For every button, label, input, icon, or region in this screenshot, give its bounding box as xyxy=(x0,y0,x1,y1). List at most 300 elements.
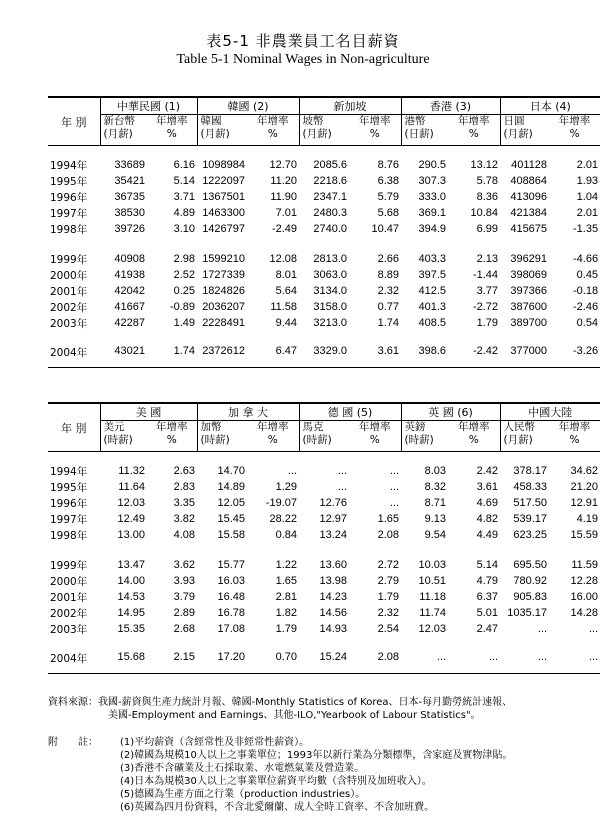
table-cell: 15.68 xyxy=(100,651,147,674)
table-cell: 0.54 xyxy=(576,317,599,329)
row-year: 1999年 xyxy=(50,253,88,266)
table-cell: 1367501 xyxy=(202,191,246,203)
table-cell: 15.35 xyxy=(117,623,145,635)
table-cell: 17.08 xyxy=(217,623,245,635)
table-cell: 2.42 xyxy=(476,465,499,477)
table-cell: 12.03 xyxy=(418,623,447,635)
column-header-line-2: (月薪) xyxy=(200,128,230,140)
table-cell: 12.05 xyxy=(217,497,245,509)
column-header-line-1: 年增率 xyxy=(359,115,391,127)
table-cell: 403.3 xyxy=(418,253,447,265)
table-cell: 290.5 xyxy=(418,159,447,171)
column-header xyxy=(349,115,401,146)
table-cell: 1.79 xyxy=(275,623,297,635)
table-cell: ... xyxy=(448,651,500,674)
row-year: 2002年 xyxy=(50,607,88,620)
table-cell: 2218.6 xyxy=(313,175,348,187)
table-cell: 5.64 xyxy=(275,285,298,297)
column-header xyxy=(247,115,299,146)
table-cell: 401.3 xyxy=(418,301,447,313)
table-cell: 1.79 xyxy=(476,317,499,329)
column-header-line-1: 年增率 xyxy=(458,421,490,433)
table-cell: 2.68 xyxy=(173,623,195,635)
table-cell: 1098984 xyxy=(202,159,246,171)
group-header-germany: 德 國 (5) xyxy=(299,403,401,421)
table-cell: 2.32 xyxy=(377,607,400,619)
table-cell: 1.22 xyxy=(275,559,297,571)
table-cell: 13.60 xyxy=(319,559,347,571)
row-year: 2000年 xyxy=(50,269,88,282)
table-cell: ... xyxy=(401,651,448,674)
note-item: (3)香港不含礦業及土石採取業、水電燃氣業及營造業。 xyxy=(120,763,365,774)
table-cell: 4.89 xyxy=(173,207,196,219)
table-cell: 5.68 xyxy=(377,207,400,219)
table-cell: 2.79 xyxy=(377,575,400,587)
table-cell: 8.89 xyxy=(377,269,400,281)
table-cell: 2.01 xyxy=(576,159,599,171)
group-header-singapore: 新加坡 xyxy=(299,97,401,115)
table-row xyxy=(48,621,600,637)
table-row xyxy=(48,463,600,479)
table-cell: 458.33 xyxy=(513,481,548,493)
table-cell: 0.70 xyxy=(247,651,299,674)
row-year: 2003年 xyxy=(50,623,88,636)
table-cell: 2813.0 xyxy=(313,253,348,265)
table-cell: 12.76 xyxy=(319,497,347,509)
row-year: 1996年 xyxy=(50,191,88,204)
table-cell: 398069 xyxy=(510,269,548,281)
table-cell: 397366 xyxy=(510,285,548,297)
table-cell: 2.13 xyxy=(476,253,499,265)
table-cell: 12.91 xyxy=(570,497,599,509)
table-row xyxy=(48,495,600,511)
column-header-line-1: 英鎊 xyxy=(404,421,426,433)
table-cell: 4.82 xyxy=(476,513,499,525)
table-cell: 8.36 xyxy=(476,191,499,203)
row-year: 2001年 xyxy=(50,285,88,298)
table-row xyxy=(48,251,600,267)
table-cell: 8.03 xyxy=(424,465,447,477)
column-header-line-2: (月薪) xyxy=(503,128,533,140)
row-header-label: 年 別 xyxy=(48,403,100,452)
table-cell: 3213.0 xyxy=(313,317,348,329)
table-cell: 378.17 xyxy=(513,465,548,477)
row-year: 2003年 xyxy=(50,317,88,330)
row-year: 2004年 xyxy=(48,345,100,368)
table-cell: 9.44 xyxy=(275,317,298,329)
table-cell: 1.29 xyxy=(275,481,297,493)
table-cell: 11.32 xyxy=(118,465,145,477)
column-header-line-1: 加幣 xyxy=(200,421,222,433)
table-cell: 14.56 xyxy=(319,607,347,619)
table-cell: 2347.1 xyxy=(313,191,348,203)
table-cell: -2.49 xyxy=(271,223,298,235)
row-year: 1995年 xyxy=(50,481,88,494)
column-header xyxy=(100,115,147,146)
column-header-line-1: 年增率 xyxy=(558,115,591,127)
table-cell: 2.52 xyxy=(173,269,196,281)
table-cell: 3.93 xyxy=(173,575,195,587)
table-cell: 12.97 xyxy=(319,513,347,525)
table-row xyxy=(48,345,600,368)
table-cell: 4.19 xyxy=(576,513,599,525)
table-cell: 11.74 xyxy=(419,607,447,619)
table-cell: -2.42 xyxy=(448,345,500,368)
table-cell: 4.69 xyxy=(476,497,499,509)
column-header-line-1: 美元 xyxy=(103,421,125,433)
column-header-line-2: % xyxy=(369,434,380,446)
table-cell: 14.89 xyxy=(217,481,245,493)
table-cell: 1.93 xyxy=(576,175,599,187)
table-cell: 6.99 xyxy=(476,223,499,235)
notes-list xyxy=(120,736,604,814)
table-cell: 13.98 xyxy=(319,575,347,587)
row-year: 1997年 xyxy=(50,513,88,526)
column-header-line-2: (時薪) xyxy=(103,434,133,446)
table-cell: 6.16 xyxy=(173,159,196,171)
column-header-line-2: (月薪) xyxy=(103,128,133,140)
table-cell: 1.82 xyxy=(275,607,297,619)
table-cell: 41938 xyxy=(114,269,145,281)
column-header-line-2: % xyxy=(468,434,479,446)
table-cell: 10.51 xyxy=(418,575,447,587)
table-cell: 1.79 xyxy=(377,591,400,603)
table-cell: 1426797 xyxy=(202,223,246,235)
column-header-line-2: (時薪) xyxy=(404,434,434,446)
table-cell: 14.00 xyxy=(117,575,145,587)
table-cell: 3134.0 xyxy=(313,285,348,297)
column-header-line-1: 日圓 xyxy=(503,115,525,127)
table-cell: 0.45 xyxy=(576,269,599,281)
table-cell: 396291 xyxy=(510,253,548,265)
column-header-line-1: 韓國 xyxy=(200,115,222,127)
column-header-line-2: % xyxy=(166,128,177,140)
row-year: 1996年 xyxy=(50,497,88,510)
table-cell: 2.01 xyxy=(576,207,599,219)
table-cell: 13.12 xyxy=(470,159,499,171)
table-cell: 35421 xyxy=(114,175,145,187)
column-header-line-2: % xyxy=(369,128,380,140)
column-header-line-1: 年增率 xyxy=(558,421,591,433)
table-cell: 9.13 xyxy=(424,513,447,525)
note-item: (5)德國為生產方面之行業（production industries）。 xyxy=(120,789,366,800)
column-header-line-2: % xyxy=(569,128,580,140)
column-header-line-1: 新台幣 xyxy=(103,115,135,127)
column-header xyxy=(500,421,549,452)
column-header xyxy=(349,421,401,452)
table-cell: ... xyxy=(588,623,599,635)
table-cell: 16.03 xyxy=(217,575,245,587)
table-cell: 408.5 xyxy=(418,317,447,329)
table-row xyxy=(48,189,600,205)
table-cell: 0.77 xyxy=(377,301,400,313)
table-cell: 3.10 xyxy=(173,223,196,235)
table-cell: 1.74 xyxy=(147,345,197,368)
column-header xyxy=(299,115,349,146)
table-cell: 11.90 xyxy=(270,191,298,203)
table-cell: 1.04 xyxy=(576,191,599,203)
table-cell: 4.08 xyxy=(173,529,195,541)
row-year: 2001年 xyxy=(50,591,88,604)
table-cell: 16.78 xyxy=(217,607,245,619)
table-cell: 43021 xyxy=(100,345,147,368)
table-cell: 780.92 xyxy=(513,575,548,587)
table-cell: 39726 xyxy=(114,223,145,235)
column-header xyxy=(401,421,448,452)
row-year: 1997年 xyxy=(50,207,88,220)
table-cell: 408864 xyxy=(510,175,548,187)
column-header-line-1: 港幣 xyxy=(404,115,426,127)
column-header-line-2: % xyxy=(468,128,479,140)
table-cell: 16.00 xyxy=(570,591,599,603)
row-year: 1998年 xyxy=(50,223,88,236)
table-row xyxy=(48,205,600,221)
table-cell: 36735 xyxy=(114,191,145,203)
table-cell: 8.71 xyxy=(424,497,447,509)
table-cell: 2.08 xyxy=(377,529,400,541)
table-cell: -2.46 xyxy=(572,301,599,313)
table-cell: 12.49 xyxy=(117,513,145,525)
table-cell: 11.58 xyxy=(270,301,298,313)
row-year: 1999年 xyxy=(50,559,88,572)
table-cell: 14.53 xyxy=(117,591,145,603)
table-row xyxy=(48,605,600,621)
table-cell: ... xyxy=(500,651,549,674)
table-cell: 3.77 xyxy=(476,285,499,297)
table-cell: 2740.0 xyxy=(313,223,348,235)
table-cell: 2036207 xyxy=(202,301,246,313)
table-cell: 2372612 xyxy=(197,345,247,368)
table-cell: 3329.0 xyxy=(299,345,349,368)
table-cell: -19.07 xyxy=(265,497,297,509)
group-header-uk: 英 國 (6) xyxy=(401,403,500,421)
table-cell: ... xyxy=(337,481,347,493)
table-cell: -1.44 xyxy=(472,269,499,281)
row-year: 1998年 xyxy=(50,529,88,542)
table-cell: 2480.3 xyxy=(313,207,348,219)
table-cell: 1824826 xyxy=(202,285,246,297)
table-row xyxy=(48,315,600,331)
row-year: 2004年 xyxy=(48,651,100,674)
table-cell: 389700 xyxy=(510,317,548,329)
table-cell: 415675 xyxy=(510,223,548,235)
table-cell: 401128 xyxy=(511,159,548,171)
table-cell: 2.08 xyxy=(349,651,401,674)
table-cell: 1599210 xyxy=(202,253,246,265)
table-cell: 14.70 xyxy=(217,465,245,477)
column-header-line-2: (時薪) xyxy=(200,434,230,446)
table-cell: 6.37 xyxy=(476,591,499,603)
row-year: 1995年 xyxy=(50,175,88,188)
table-row xyxy=(48,557,600,573)
table-cell: 6.38 xyxy=(377,175,400,187)
column-header-line-1: 年增率 xyxy=(257,421,289,433)
table-cell: 14.95 xyxy=(117,607,145,619)
column-header-line-1: 年增率 xyxy=(156,421,188,433)
table-cell: ... xyxy=(389,481,400,493)
table-cell: 3158.0 xyxy=(313,301,348,313)
table-cell: 4.49 xyxy=(476,529,499,541)
table-cell: -0.18 xyxy=(572,285,599,297)
table-cell: 13.00 xyxy=(117,529,145,541)
column-header xyxy=(549,115,600,146)
table-cell: 12.03 xyxy=(117,497,145,509)
table-row xyxy=(48,173,600,189)
table-cell: 33689 xyxy=(114,159,145,171)
table-cell: 5.78 xyxy=(476,175,499,187)
table-cell: 2.15 xyxy=(147,651,197,674)
column-header-line-1: 坡幣 xyxy=(302,115,324,127)
table-cell: 1.49 xyxy=(173,317,196,329)
column-header-line-1: 年增率 xyxy=(156,115,188,127)
source-label: 資料來源： xyxy=(48,697,98,708)
column-header-line-2: (月薪) xyxy=(503,434,533,446)
column-header-line-2: % xyxy=(267,434,278,446)
table-cell: 369.1 xyxy=(418,207,447,219)
table-cell: 1.65 xyxy=(377,513,400,525)
note-item: (1)平均薪資（含經常性及非經常性薪資）。 xyxy=(120,737,310,748)
column-header-line-1: 年增率 xyxy=(359,421,391,433)
table-cell: 623.25 xyxy=(513,529,548,541)
table-cell: 8.76 xyxy=(377,159,400,171)
group-header-taiwan: 中華民國 (1) xyxy=(100,97,197,115)
table-cell: 2.47 xyxy=(476,623,499,635)
table-cell: 0.25 xyxy=(173,285,196,297)
column-header xyxy=(500,115,549,146)
table-cell: 3.79 xyxy=(173,591,195,603)
table-row xyxy=(48,221,600,237)
group-header-korea: 韓國 (2) xyxy=(197,97,299,115)
table-row xyxy=(48,157,600,173)
row-year: 1994年 xyxy=(50,159,88,172)
column-header xyxy=(100,421,147,452)
column-header-line-2: % xyxy=(166,434,177,446)
column-header-line-1: 年增率 xyxy=(458,115,490,127)
table-cell: 2.89 xyxy=(173,607,195,619)
table-cell: 1727339 xyxy=(202,269,246,281)
table-cell: 9.54 xyxy=(424,529,447,541)
table-cell: 387600 xyxy=(510,301,548,313)
table-cell: -2.72 xyxy=(472,301,499,313)
column-header xyxy=(448,421,500,452)
column-header xyxy=(147,421,197,452)
table-cell: 4.79 xyxy=(476,575,499,587)
table-cell: 2.72 xyxy=(377,559,400,571)
table-cell: 34.62 xyxy=(570,465,599,477)
column-header xyxy=(549,421,600,452)
table-cell: -0.89 xyxy=(169,301,196,313)
table-cell: 7.01 xyxy=(275,207,298,219)
note-item: (4)日本為規模30人以上之事業單位薪資平均數（含特別及加班收入）。 xyxy=(120,776,432,787)
table-cell: 412.5 xyxy=(418,285,447,297)
table-cell: -1.35 xyxy=(572,223,599,235)
table-row xyxy=(48,283,600,299)
column-header-line-1: 年增率 xyxy=(257,115,289,127)
table-cell: 3.61 xyxy=(349,345,401,368)
column-header xyxy=(401,115,448,146)
table-cell: 15.24 xyxy=(299,651,349,674)
source-line-2: 美國-Employment and Earnings、其他-ILO,"Yearbook of Labour Statistics"。 xyxy=(108,710,481,721)
table-cell: 2.54 xyxy=(377,623,400,635)
table-cell: 42042 xyxy=(114,285,145,297)
table-cell: 17.20 xyxy=(197,651,247,674)
table-cell: 14.93 xyxy=(319,623,347,635)
table-cell: 6.47 xyxy=(247,345,299,368)
table-cell: 2.81 xyxy=(275,591,297,603)
column-header-line-1: 馬克 xyxy=(302,421,324,433)
table-cell: 539.17 xyxy=(513,513,548,525)
table-cell: 0.84 xyxy=(275,529,297,541)
table-row xyxy=(48,299,600,315)
table-cell: 16.48 xyxy=(217,591,245,603)
table-row xyxy=(48,479,600,495)
table-cell: 11.64 xyxy=(118,481,145,493)
table-cell: 10.03 xyxy=(418,559,447,571)
table-title-zh: 表5-1 非農業員工名目薪資 xyxy=(206,32,400,50)
column-header xyxy=(247,421,299,452)
table-row xyxy=(48,527,600,543)
column-header-line-2: (日薪) xyxy=(404,128,434,140)
table-cell: 40908 xyxy=(114,253,145,265)
row-year: 2002年 xyxy=(50,301,88,314)
table-cell: ... xyxy=(389,497,400,509)
table-cell: 307.3 xyxy=(418,175,447,187)
table-cell: 42287 xyxy=(114,317,145,329)
column-header-line-2: (時薪) xyxy=(302,434,332,446)
table-cell: 10.47 xyxy=(371,223,400,235)
table-row xyxy=(48,511,600,527)
column-header xyxy=(197,115,247,146)
column-header xyxy=(197,421,247,452)
table-row xyxy=(48,573,600,589)
table-cell: 333.0 xyxy=(418,191,447,203)
row-header-label: 年 別 xyxy=(48,97,100,146)
column-header-line-1: 人民幣 xyxy=(503,421,536,433)
table-cell: 41667 xyxy=(114,301,145,313)
group-header-china: 中國大陸 xyxy=(500,403,600,421)
table-cell: 1035.17 xyxy=(507,607,548,619)
table-cell: 5.01 xyxy=(476,607,499,619)
table-cell: 2.66 xyxy=(377,253,400,265)
table-cell: 394.9 xyxy=(418,223,447,235)
table-cell: 3.35 xyxy=(173,497,195,509)
table-cell: 28.22 xyxy=(269,513,297,525)
table-cell: 11.59 xyxy=(571,559,599,571)
column-header-line-2: (月薪) xyxy=(302,128,332,140)
column-header-line-2: % xyxy=(267,128,278,140)
source-line-1: 我國-薪資與生產力統計月報、韓國-Monthly Statistics of Korea、日本-每月勤勞統計速報、 xyxy=(98,697,513,708)
row-year: 2000年 xyxy=(50,575,88,588)
table-cell: 15.58 xyxy=(217,529,245,541)
table-cell: 2.32 xyxy=(377,285,400,297)
table-cell: 1.65 xyxy=(275,575,297,587)
source-block xyxy=(48,696,604,722)
table-cell: ... xyxy=(389,465,400,477)
note-item: (6)英國為四月份資料，不含北愛爾蘭、成人全時工資率、不含加班費。 xyxy=(120,802,435,813)
table-cell: 421384 xyxy=(510,207,548,219)
column-header xyxy=(448,115,500,146)
table-cell: 3.61 xyxy=(476,481,499,493)
table-cell: 38530 xyxy=(114,207,145,219)
table-cell: 517.50 xyxy=(513,497,548,509)
table-cell: 8.32 xyxy=(424,481,447,493)
table-cell: 2.98 xyxy=(173,253,196,265)
table-row xyxy=(48,267,600,283)
table-cell: 14.23 xyxy=(319,591,347,603)
table-cell: ... xyxy=(337,465,347,477)
table-cell: 15.45 xyxy=(217,513,245,525)
table-cell: 2.63 xyxy=(173,465,195,477)
